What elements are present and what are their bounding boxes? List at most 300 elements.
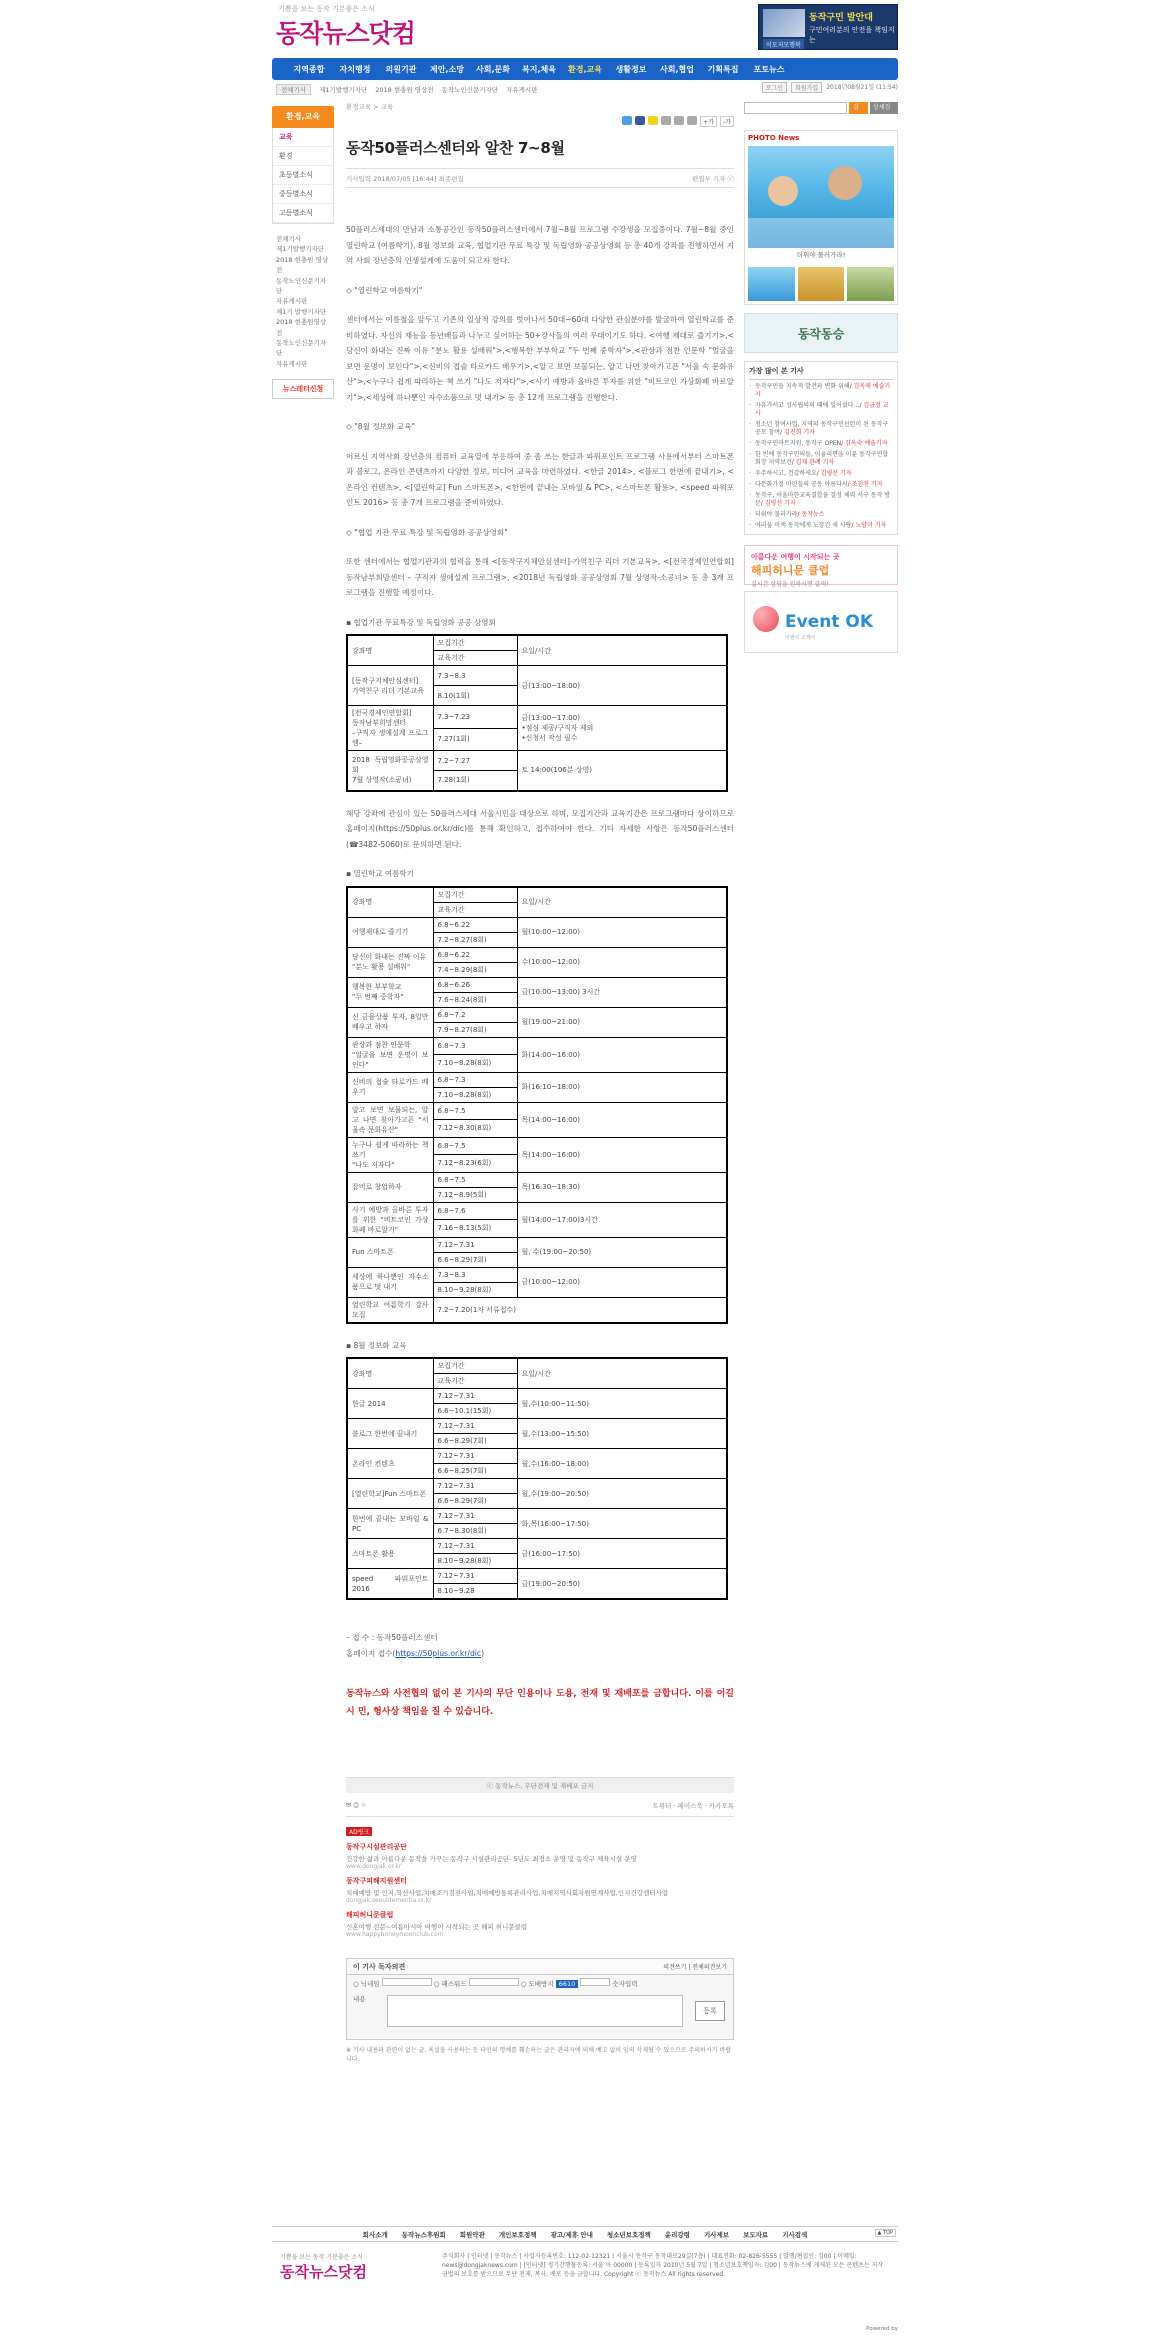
comment-box: 이 기사 독자의견 의견쓰기 | 전체의견보기 ○ 닉네임 ○ 패스워드 ○ 도배방지 6610 숫자입력 내용 등록 <box>346 1958 734 2040</box>
copyright-notice: 동작뉴스와 사전협의 없이 본 기사의 무단 인용이나 도용, 전재 및 재배포를 금합니다. 이를 어길 시 민, 형사상 책임을 질 수 있습니다. <box>346 1689 734 1717</box>
nav-item[interactable]: 자치행정 <box>339 64 371 74</box>
email-icon[interactable] <box>674 116 684 125</box>
utility-links <box>762 82 898 93</box>
eventok-sub: 이벤트 오케이 <box>785 635 816 641</box>
popular-title[interactable]: 다문화가정 마련들의 공동 아름다시 <box>755 481 848 488</box>
course-period: 6.8~7.5 <box>433 1102 517 1120</box>
course-name: [전국경제인연합회] 동작남부희망센터 –구직자 생애설계 프로그램– <box>347 706 433 751</box>
course-time: 금(13:00~18:00) <box>517 666 727 706</box>
submit-comment-button[interactable]: 등록 <box>695 2001 725 2021</box>
course-period: 6.8~6.26 <box>433 977 517 992</box>
password-label: 패스워드 <box>441 1980 467 1988</box>
category-title: 환경,교육 <box>272 106 334 128</box>
course-edu: 7.28(1회) <box>433 771 517 791</box>
popular-title[interactable]: 우주하시고, 건강하세요 <box>755 470 817 477</box>
course-edu: 6.7~8.30(8회) <box>433 1524 517 1539</box>
course-period: 7.12~7.31 <box>433 1539 517 1554</box>
content-label: 내용 <box>353 1995 366 2003</box>
tab-view-all[interactable]: 전체의견보기 <box>692 1964 727 1971</box>
course-edu: 8.10~9.28 <box>433 1584 517 1600</box>
left-extra-link[interactable]: 2018 현충원 영상전 <box>276 255 329 275</box>
table-row <box>347 947 727 962</box>
popular-title[interactable]: 동작구민마트지원, 동작구 OPEN <box>755 440 842 447</box>
course-period: 7.12~7.31 <box>433 1509 517 1524</box>
left-extra-link[interactable]: 자유게시판 <box>276 359 308 368</box>
ad-links-header: AD링크 <box>346 1827 372 1836</box>
course-name: 행복한 부부학교 "두 번째 중학자" <box>347 977 433 1007</box>
captcha-input[interactable] <box>580 1978 610 1986</box>
popular-article[interactable] <box>749 511 893 519</box>
left-menu-item[interactable]: 초등별소식 <box>273 166 333 185</box>
left-menu-item[interactable]: 교육 <box>273 128 333 147</box>
registration-label: 홈페이지 접수( <box>346 1648 396 1658</box>
paragraph: ◇ "협업 기관 무료 특강 및 독립영화 공공상영회" <box>346 527 508 537</box>
popular-reporter: / 김재 관례 기자 <box>791 459 835 466</box>
subnav-item[interactable]: 자유게시판 <box>506 85 538 94</box>
footer-nav <box>272 2226 898 2242</box>
balloon-icon <box>753 606 779 632</box>
course-time: 월(19:00~21:00) <box>517 1007 727 1037</box>
course-time: 수(10:00~12:00) <box>517 947 727 977</box>
nav-item[interactable]: 의원기관 <box>385 64 417 74</box>
header-time: 요일/시간 <box>517 1358 727 1389</box>
table-row <box>347 917 727 932</box>
course-edu: 6.6~8.29(7회) <box>433 1434 517 1449</box>
left-menu-item[interactable]: 중등별소식 <box>273 185 333 204</box>
popular-header: 가장 많이 본 기사 <box>749 366 893 380</box>
photo-thumbnails <box>748 267 894 301</box>
homepage-link[interactable]: https://50plus.or.kr/dic <box>395 1648 482 1658</box>
course-period: 7.12~7.31 <box>433 1237 517 1252</box>
newsletter-badge[interactable]: 뉴스레터신청 <box>272 379 334 399</box>
paragraph: 해당 강좌에 관심이 있는 50플러스세대 서울시민을 대상으로 하며, 모집기간과 교육기간은 프로그램마다 상이하므로 홈페이지(https://50plus.or.kr/dic)를 통해 확인하고, 접수하여야 한다. 기타 자세한 사항은 동작50플러스센터 (☎3482-5060)로 문의하면 된다. <box>346 808 734 849</box>
facebook-icon[interactable] <box>635 116 645 125</box>
popular-article[interactable] <box>749 421 893 437</box>
footer-nav-item[interactable]: 기사검색 <box>782 2230 808 2239</box>
header-period: 모집기간 <box>433 635 517 651</box>
course-edu: 7.4~8.29(8회) <box>433 962 517 977</box>
course-name: 한글 2014 <box>347 1389 433 1419</box>
popular-title[interactable]: 청소년 참여사업, 지역의 동작구민선턴이 된 동작구 공모 참여 <box>755 421 889 436</box>
course-name: 당신이 화내는 진짜 이유 "분노 활용 설배워" <box>347 947 433 977</box>
ad-link-title[interactable]: 동작구시설관리공단 <box>346 1843 407 1851</box>
nickname-input[interactable] <box>382 1978 432 1986</box>
table-row <box>347 1037 727 1055</box>
popular-article[interactable] <box>749 470 893 478</box>
course-time: 월,수(13:00~15:50) <box>517 1419 727 1449</box>
course-edu: 6.6~10.1(15회) <box>433 1404 517 1419</box>
course-time: 화(14:00~16:00) <box>517 1037 727 1072</box>
share-tools <box>622 116 734 127</box>
paragraph: ◇ "열린학교 여름학기" <box>346 285 423 295</box>
ad-link-url[interactable]: www.happyhoneymoonclub.com <box>346 1931 444 1938</box>
course-name: 사기 예방과 올바른 투자를 위한 "비트코인 가상화폐 바로알기" <box>347 1202 433 1237</box>
course-edu: 6.6~8.29(7회) <box>433 1252 517 1267</box>
photo-news-main-image[interactable] <box>748 146 894 248</box>
nav-item[interactable]: 기획특집 <box>707 64 739 74</box>
subnav-item[interactable]: 제1기발행기자단 <box>319 85 368 94</box>
header-time: 요일/시간 <box>517 887 727 918</box>
popular-reporter: / 김옥숙 예술기자 <box>841 440 888 447</box>
comment-textarea[interactable] <box>387 1995 683 2027</box>
popular-article[interactable] <box>749 492 893 508</box>
course-period: 6.8~7.5 <box>433 1172 517 1187</box>
password-input[interactable] <box>469 1978 519 1986</box>
course-name: 세상에 하나뿐인 자수소품으로 멋 내기 <box>347 1267 433 1297</box>
eventok-banner[interactable] <box>744 591 898 653</box>
ad-link-desc: 건강한 삶과 아름다운 동작을 가꾸는 동작구 시설관리공단- 5년도 최정소 운영 및 동작구 체육시설 운영 <box>346 1855 637 1863</box>
course-name: 한번에 끝내는 모바일 & PC <box>347 1509 433 1539</box>
table-row <box>347 1102 727 1120</box>
captcha-code: 6610 <box>556 1980 579 1988</box>
bottom-share-bar: ✉ ⎙ ☆ 트위터 · 페이스북 · 카카오톡 <box>346 1801 734 1817</box>
ad-link-url[interactable]: www.dongjak.or.kr <box>346 1863 402 1870</box>
course-period: 6.8~6.22 <box>433 917 517 932</box>
course-name: 누구나 쉽게 따라하는 책쓰기 "나도 저자다" <box>347 1137 433 1172</box>
course-period: 7.3~8.3 <box>433 1267 517 1282</box>
course-period: 7.12~7.31 <box>433 1479 517 1494</box>
header-edu: 교육기간 <box>433 902 517 917</box>
right-sidebar <box>744 102 898 653</box>
header-edu: 교육기간 <box>433 651 517 666</box>
popular-title[interactable]: 동작구민들 지속적 발전과 변화 위해 <box>755 383 850 390</box>
course-time: 월(10:00~12:00) <box>517 917 727 947</box>
course-period: 7.3~8.3 <box>433 666 517 686</box>
advanced-search-button[interactable]: 상세검색 <box>870 102 898 114</box>
course-edu: 7.12~8.30(8회) <box>433 1120 517 1138</box>
footer-nav-item[interactable]: 보도자료 <box>743 2230 769 2239</box>
dongjak-banner[interactable]: 동작동승 <box>744 313 898 353</box>
course-edu: 6.6~8.25(7회) <box>433 1464 517 1479</box>
top-banner-ad[interactable] <box>758 4 898 50</box>
nav-item[interactable]: 복지,체육 <box>522 64 556 74</box>
footer-nav-item[interactable]: 청소년보호정책 <box>606 2230 651 2239</box>
left-extra-link[interactable]: 자유게시판 <box>276 297 308 306</box>
course-period: 6.8~7.5 <box>433 1137 517 1155</box>
popular-reporter: / 조진진 기자 <box>847 481 883 488</box>
course-period: 6.8~6.22 <box>433 947 517 962</box>
nav-item[interactable]: 사회,협업 <box>660 64 694 74</box>
course-edu: 7.9~8.27(8회) <box>433 1022 517 1037</box>
popular-title[interactable]: 여러움 이색 동작에게 노장건 세 사탕 <box>755 522 852 529</box>
table-row <box>347 1007 727 1022</box>
header-course: 강좌명 <box>347 635 433 666</box>
course-time: 목(14:00~16:00) <box>517 1137 727 1172</box>
course-time: 목(16:30~18:30) <box>517 1172 727 1202</box>
popular-title[interactable]: 더위야 물러가라 <box>755 511 798 518</box>
table-row <box>347 1479 727 1494</box>
course-name: 스마트폰 활용 <box>347 1539 433 1569</box>
popular-article[interactable] <box>749 481 893 489</box>
nav-item[interactable]: 생활정보 <box>615 64 647 74</box>
table-row <box>347 706 727 729</box>
course-edu: 7.12~8.9(5회) <box>433 1187 517 1202</box>
course-name: 2018 독립영화공공상영회 7월 상영작(소공녀) <box>347 751 433 791</box>
course-period: 6.8~7.3 <box>433 1037 517 1055</box>
top-button[interactable]: ▲ TOP <box>875 2229 896 2237</box>
footer-nav-item[interactable]: 개인보호정책 <box>498 2230 537 2239</box>
course-name: 잡비로 창업하자 <box>347 1172 433 1202</box>
registration-line: – 접 수 : 동작50플러스센터 <box>346 1633 438 1642</box>
header-course: 강좌명 <box>347 1358 433 1389</box>
table-row <box>347 1202 727 1220</box>
scrap-icon[interactable] <box>687 116 697 125</box>
ad-link-item[interactable] <box>346 1910 734 1938</box>
table-row <box>347 1267 727 1282</box>
paragraph: ◇ "8월 정보화 교육" <box>346 422 415 431</box>
course-edu: 6.6~8.29(7회) <box>433 1494 517 1509</box>
paragraph: 또한 센터에서는 협업기관과의 협력을 통해 <[동작구지체안심센터]-가역친구 리더 기본교육>, <[전국경제인연합회]동작남부희망센터 – 구직자 생애설계 프로그램>, <2018년 독립영화 공공상영회 7월 상영작-소공녀> 등 총 3개 프로그램을 진행할 예정이다. <box>346 557 734 597</box>
honeymoon-line1: 아름다운 여행이 시작되는 곳 <box>751 553 840 561</box>
print-icon[interactable] <box>661 116 671 125</box>
article-author: 편집부 기자 ⓒ <box>691 174 734 183</box>
photo-thumb[interactable] <box>847 267 894 301</box>
popular-reporter: / 김금정 교사 <box>755 402 889 417</box>
left-extra-link[interactable]: 제1기 발행기자단 <box>276 307 327 316</box>
course-name: 여행제대로 즐기기 <box>347 917 433 947</box>
comment-title: 이 기사 독자의견 <box>353 1963 406 1971</box>
course-edu: 8.10(1회) <box>433 686 517 706</box>
course-name: 신비의 접술 타로카드 배우기 <box>347 1072 433 1102</box>
ad-link-desc: 신혼여행 전문~여름아시아 여행이 시작되는 곳 해피 허니문클럽 <box>346 1923 528 1931</box>
popular-article[interactable] <box>749 440 893 448</box>
paragraph: 어르신 지역사회 장년층의 컴퓨터 교육열에 부응하여 중 좀 쓰는 한글과 파워포인트 프로그램 사용에서부터 스마트폰과 블로그, 온라인 콘텐츠까지 다양한 정보, 미디어 교육을 마련하였다. <한글 2014>, <블로그 한번에 끝내기>, <온라인 컨텐츠>, <[열린학교] Fun 스마트폰>, <한번에 끝내는 모바일 & PC>, <스마트폰 활용>, <speed 파워포인트 2016> 등 총 7개 프로그램을 준비하였다. <box>346 451 734 507</box>
photo-thumb[interactable] <box>798 267 845 301</box>
popular-title[interactable]: 자유가서고 성사립의의 때에 일어섰다… <box>755 402 860 409</box>
ad-link-item[interactable] <box>346 1876 734 1904</box>
ad-link-item[interactable] <box>346 1842 734 1870</box>
course-time: 화(16:10~18:00) <box>517 1072 727 1102</box>
course-name: 열린학교 여름학기 강사 모집 <box>347 1297 433 1323</box>
left-extra-link[interactable]: 제1기발행기자단 <box>276 245 325 254</box>
course-time: 금(16:00~17:50) <box>517 1539 727 1569</box>
popular-reporter: / 김옥매 예술기자 <box>755 383 891 398</box>
table-row <box>347 1539 727 1554</box>
left-menu-item[interactable]: 고등별소식 <box>273 204 333 223</box>
course-period: 6.8~7.2 <box>433 1007 517 1022</box>
nav-item[interactable]: 지역종합 <box>293 64 325 74</box>
table-row <box>347 666 727 686</box>
nav-item[interactable]: 제안,소망 <box>430 64 464 74</box>
nickname-label: 닉네임 <box>360 1980 380 1988</box>
partner-lecture-table <box>346 634 728 792</box>
course-name: 블로그 한번에 끝내기 <box>347 1419 433 1449</box>
ad-link-desc: 치매예방 및 인지,학산사업,치매조기검진사업,치매예방통록관리사업,치매지역사회자원연계사업,인지건강센터사업 <box>346 1889 669 1897</box>
course-name: speed 파워포인트 2016 <box>347 1569 433 1600</box>
left-menu-item[interactable]: 환경 <box>273 147 333 166</box>
popular-title[interactable]: 동작구, 어울마한교육결합을 결성 체력 서구 동작 방문 <box>755 492 891 507</box>
font-decrease-button[interactable]: -가 <box>720 116 734 127</box>
popular-reporter: / 김영선 기자 <box>816 470 852 477</box>
table1-caption: ▪ 협업기관 무료특강 및 독립영화 공공 상영회 <box>346 617 496 627</box>
left-extra-link[interactable]: 동작노인신문기자단 <box>276 338 327 358</box>
nav-item[interactable]: 포토뉴스 <box>753 64 785 74</box>
nav-item[interactable]: 환경,교육 <box>568 64 602 74</box>
it-education-table <box>346 1357 728 1600</box>
course-period: 7.12~7.31 <box>433 1569 517 1584</box>
popular-article[interactable] <box>749 451 893 467</box>
share-twitter[interactable]: 트위터 <box>652 1802 672 1810</box>
table-row <box>347 977 727 992</box>
captcha-label: 도배방지 <box>528 1980 554 1988</box>
popular-reporter: / 동작뉴스 <box>797 511 825 518</box>
summer-school-table <box>346 886 728 1324</box>
table-row <box>347 1569 727 1584</box>
popular-articles <box>744 361 898 535</box>
ad-link-title[interactable]: 동작구피해지원센터 <box>346 1877 407 1885</box>
table-row <box>347 1449 727 1464</box>
course-edu: 8.10~9.28(8회) <box>433 1554 517 1569</box>
table-row <box>347 1237 727 1252</box>
honeymoon-banner[interactable] <box>744 545 898 588</box>
course-name: 알고 보면 보물되는, 알고 나면 찾아가고픈 "서울속 문화유산" <box>347 1102 433 1137</box>
footer-nav-item[interactable]: 회사소개 <box>362 2230 388 2239</box>
course-time: 토 14:00(106분 상영) <box>517 751 727 791</box>
course-name: 신 금융상품 투자, 8일만 배우고 하자 <box>347 1007 433 1037</box>
course-time: 월,수(19:00~20:50) <box>517 1479 727 1509</box>
popular-article[interactable] <box>749 522 893 530</box>
article-main <box>346 102 734 2064</box>
registration-info <box>346 1630 734 1661</box>
left-extra-link[interactable]: 전체기사 <box>276 235 302 243</box>
subnav-item[interactable]: 동작노인신문기자단 <box>441 85 499 94</box>
subnav-item[interactable]: 2018 현충원 영상전 <box>375 85 434 94</box>
left-extra-link[interactable]: 동작노인신문기자단 <box>276 276 327 295</box>
breadcrumb: 환경교육 > 교육 <box>346 103 394 111</box>
course-name: [열린학교]Fun 스마트폰 <box>347 1479 433 1509</box>
course-name: [동작구지체안심센터] 가역친구 리더 기본교육 <box>347 666 433 706</box>
footer-nav-item[interactable]: 기사제보 <box>703 2230 730 2239</box>
popular-article[interactable] <box>749 402 893 418</box>
ad-link-title[interactable]: 해피허니문클럽 <box>346 1911 394 1919</box>
paragraph: 50플러스세대의 만남과 소통공간인 동작50플러스센터에서 7월~8월 프로그램 수강생을 모집중이다. 7월~8월 중인 열린학교 (여름학기), 8월 정보화 교육, 협업기관 무료 특강 및 독립영화 공공상영회 등 총 40개 강좌를 진행하면서 지역 사회 장년층의 인생설계에 도움이 되고자 한다. <box>346 225 734 265</box>
course-name: Fun 스마트폰 <box>347 1237 433 1267</box>
site-logo[interactable]: 동작뉴스닷컴 <box>276 19 415 48</box>
article-date: 기사입력 2018/07/05 [16:44] 최종편집 <box>346 174 464 183</box>
photo-thumb[interactable] <box>748 267 795 301</box>
honeymoon-line3: 실시간 상담을 원하시면 클릭! <box>751 581 829 588</box>
header-period: 모집기간 <box>433 887 517 903</box>
table-row <box>347 1137 727 1155</box>
photo-caption[interactable]: 더위야 물러가라! <box>796 251 846 259</box>
photo-news-header: PHOTO News <box>748 134 800 142</box>
article-title: 동작50플러스센터와 알찬 7~8월 <box>346 139 565 157</box>
course-period: 7.12~7.31 <box>433 1449 517 1464</box>
footer-info: 주식회사 | 인터넷 | 동작뉴스 | 사업자등록번호: 112-02-12321 | 서울시 동작구 동작대로29길(7층) | 대표전화: 02-826-5555 | 발행/편집인: 김00 | 이메일: news@dongjaknews.com | [인터넷] 정기간행물등록: 서울 아 00000 | 등록일자 2010년 5월 7일 | 청소년보호책임자: 김00 | 동작뉴스에 게재된 모든 콘텐츠는 저작권법의 보호를 받으므로 무단 전재, 복사, 배포 등을 금합니다. Copyright ⓒ 동작뉴스 All rights reserved. <box>442 2253 884 2278</box>
footer-nav-item[interactable]: 동작뉴스후원회 <box>401 2230 446 2239</box>
course-time: 금(10:00~13:00) 3시간 <box>517 977 727 1007</box>
course-period: 6.8~7.3 <box>433 1072 517 1087</box>
course-time: 목(14:00~16:00) <box>517 1102 727 1137</box>
course-edu: 7.10~8.28(8회) <box>433 1055 517 1073</box>
course-time: 월,수(10:00~11:50) <box>517 1389 727 1419</box>
table-row <box>347 1509 727 1524</box>
search-input[interactable] <box>744 102 847 114</box>
course-name: 온라인 컨텐츠 <box>347 1449 433 1479</box>
ad-link-url[interactable]: dongjak.seouldementia.or.kr <box>346 1897 432 1904</box>
course-time: 금(19:00~20:50) <box>517 1569 727 1600</box>
course-time: 금(13:00~17:00) •점심 제공/구직자 제외 •신청서 작성 필수 <box>517 706 727 751</box>
footer-nav-item[interactable]: 광고/제휴 안내 <box>550 2230 593 2239</box>
article-meta <box>346 168 734 188</box>
banner-image <box>763 9 805 37</box>
course-edu: 7.6~8.24(8회) <box>433 992 517 1007</box>
registration-close: ) <box>481 1648 485 1658</box>
course-period: 7.2~7.27 <box>433 751 517 771</box>
tagline: 기쁨을 보는 동작 기분좋은 소식 <box>278 5 375 13</box>
course-period: 7.12~7.31 <box>433 1389 517 1404</box>
header-course: 강좌명 <box>347 887 433 918</box>
course-edu: 7.16~8.13(5회) <box>433 1220 517 1238</box>
course-period: 6.8~7.6 <box>433 1202 517 1220</box>
footer-logo-text[interactable]: 동작뉴스닷컴 <box>280 2263 367 2281</box>
footer-nav-item[interactable]: 윤리강령 <box>664 2230 690 2239</box>
course-time: 화,목(16:00~17:50) <box>517 1509 727 1539</box>
copyright-bar: ⓒ 동작뉴스, 무단전재 및 재배포 금지 <box>346 1777 734 1793</box>
popular-title[interactable]: 한 빈에 동작구민의들, 어울리면을 이룬 동작구연합회장 지역보건 <box>755 451 889 466</box>
popular-reporter: / 노양미 기자 <box>851 522 887 529</box>
course-time: 월(14:00~17:00)3시간 <box>517 1202 727 1237</box>
popular-reporter: / 김영선 기자 <box>760 500 796 507</box>
course-edu: 7.10~8.28(8회) <box>433 1087 517 1102</box>
kakao-icon[interactable] <box>648 116 658 125</box>
course-period: 7.12~7.31 <box>433 1419 517 1434</box>
signup-link[interactable]: 회원가입 <box>791 82 822 93</box>
course-time: 월,수(16:00~18:00) <box>517 1449 727 1479</box>
table-row <box>347 1072 727 1087</box>
bottom-tools: ✉ ⎙ ☆ <box>346 1801 367 1809</box>
login-link[interactable]: 로그인 <box>762 82 787 93</box>
main-nav <box>272 58 898 80</box>
twitter-icon[interactable] <box>622 116 632 125</box>
share-kakao[interactable]: 카카오톡 <box>708 1802 734 1810</box>
powered-by: Powered by <box>866 2326 898 2332</box>
honeymoon-line2: 해피허니문 클럽 <box>751 564 830 577</box>
left-extra-links <box>272 234 334 369</box>
share-facebook[interactable]: 페이스북 <box>677 1802 703 1810</box>
popular-reporter: / 김진희 기자 <box>780 429 815 436</box>
nav-item[interactable]: 사회,문화 <box>476 64 510 74</box>
table2-caption: ▪ 열린학교 여름학기 <box>346 869 414 878</box>
table-row <box>347 1389 727 1404</box>
subnav-item[interactable]: 전체기사 <box>276 84 311 95</box>
left-sidebar <box>272 106 334 399</box>
photo-news <box>744 130 898 305</box>
comment-note: ※ 기사 내용과 관련이 없는 글, 욕설을 사용하는 등 타인의 명예를 훼손하는 글은 관리자에 의해 예고 없이 임의 삭제될 수 있으므로 주의하시기 바랍니다. <box>346 2047 732 2063</box>
tab-write[interactable]: 의견쓰기 <box>663 1964 687 1971</box>
paragraph: 센터에서는 여름철을 앞두고 기존의 일상적 강의를 벗어나서 50대~60대 다양한 관심분야를 발굴하여 열린학교를 준비하였다. 자신의 재능을 동년배들과 나누고 싶어하는 50+강사들의 여러 무대이기도 하다. <여행 제대로 즐기기>,<당신이 화내는 진짜 이유 "분노 활용 설배워">,<행복한 부부학교 "두 번째 중학자">,<관상과 점찬 인문학 "얼굴을 보면 운명이 보인다">,<신비의 접술 타로카드 배우기>,<알고 보면 보물되는, 알고 나면 찾아가고픈 "서울 속 문화유산">,<누구나 쉽게 따라하는 책 쓰기 "나도 저자다">,<사기 예방과 올바른 투자를 위한 "비트코인 가상화폐 바로알기">,<세상에 하나뿐인 자수소품으로 멋 내기> 등 총 12개 프로그램을 진행한다. <box>346 315 734 402</box>
popular-article[interactable] <box>749 383 893 399</box>
table3-caption: ▪ 8월 정보화 교육 <box>346 1340 407 1350</box>
font-increase-button[interactable]: +가 <box>700 116 717 127</box>
banner-subtitle: 구민여러분의 안전을 책임지는 <box>809 26 895 44</box>
left-extra-link[interactable]: 2018 현충원영상전 <box>276 318 327 337</box>
footer-tagline: 기쁨을 보는 동작 기분좋은 소식 <box>280 2254 363 2261</box>
header-period: 모집기간 <box>433 1358 517 1374</box>
footer-logo <box>280 2252 367 2282</box>
course-name: 관상과 점찬 인문학 "얼굴을 보면 운명이 보인다" <box>347 1037 433 1072</box>
course-edu: 8.10~9.28(8회) <box>433 1282 517 1297</box>
header-time: 요일/시간 <box>517 635 727 666</box>
course-period: 7.3~7.23 <box>433 706 517 729</box>
current-date: 2018년08월21일 (11:54) <box>826 84 898 91</box>
comment-fields: ○ 닉네임 ○ 패스워드 ○ 도배방지 6610 숫자입력 <box>353 1980 638 1988</box>
header-edu: 교육기간 <box>433 1374 517 1389</box>
table-row <box>347 1419 727 1434</box>
search-button[interactable]: 검색 <box>849 102 868 114</box>
banner-title: 동작구민 발안대 <box>809 13 873 23</box>
footer-nav-item[interactable]: 회원약관 <box>459 2230 485 2239</box>
